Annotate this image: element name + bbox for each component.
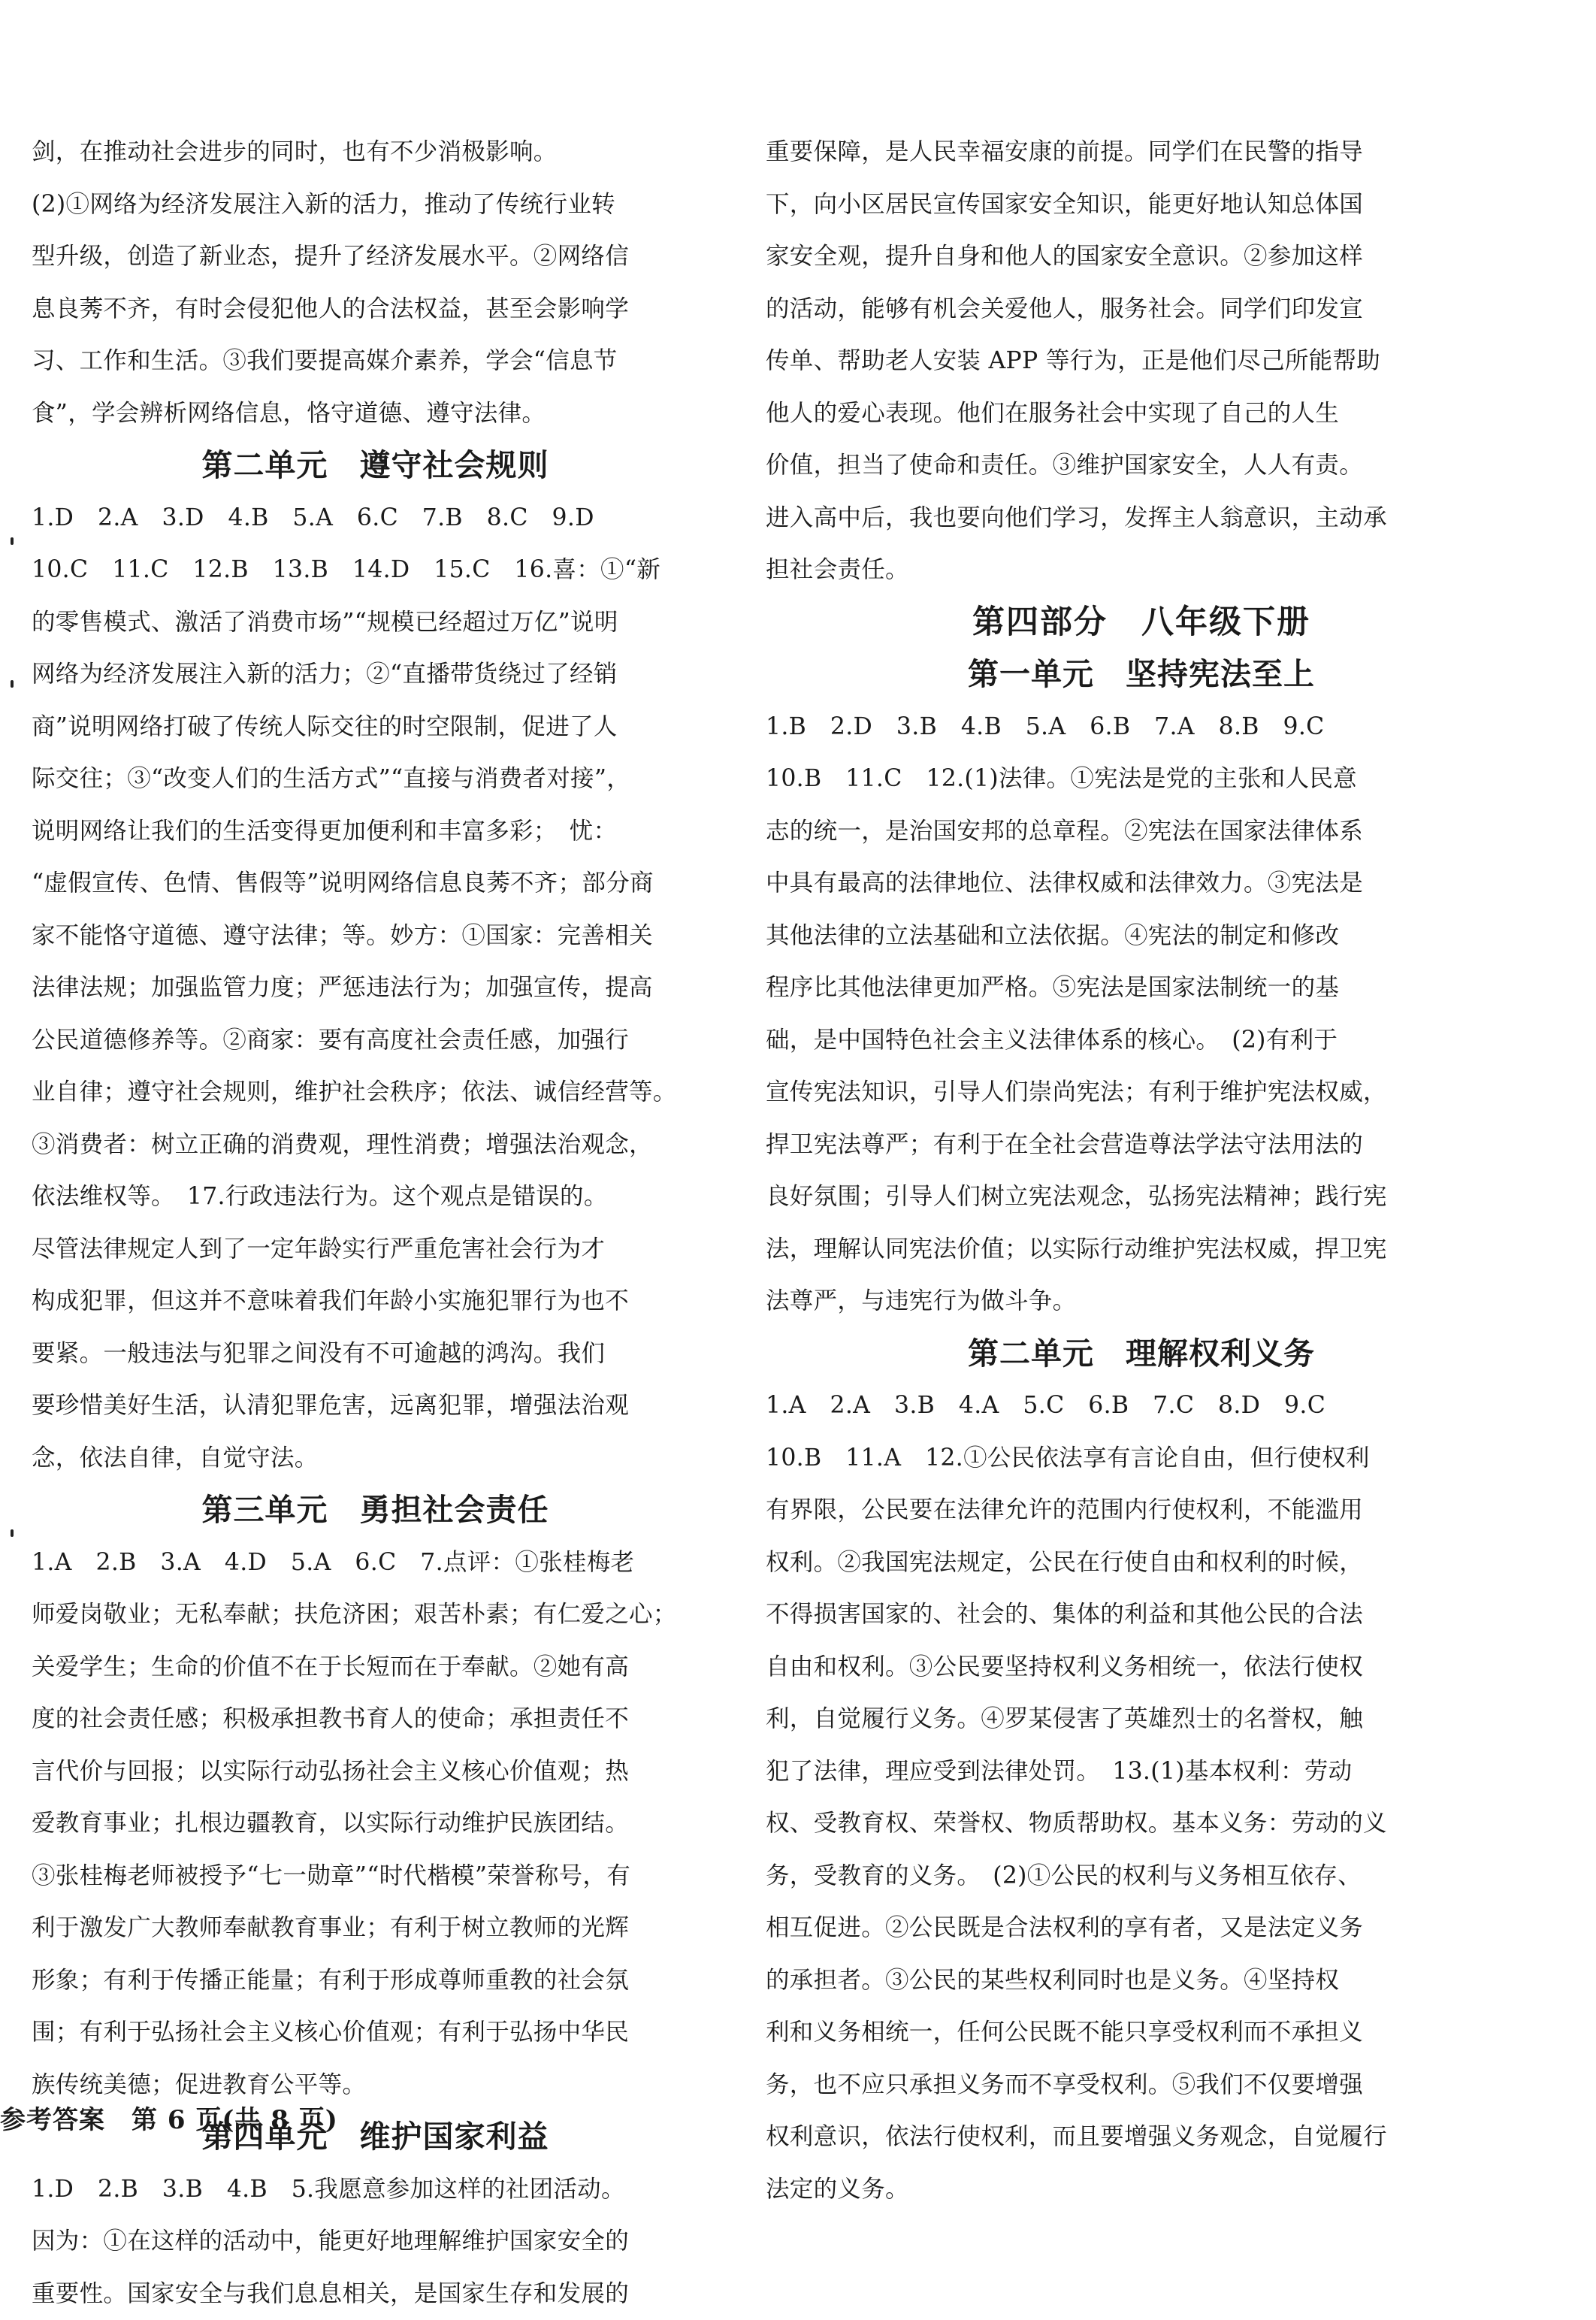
- text-line: 10.C 11.C 12.B 13.B 14.D 15.C 16.喜：①“新: [32, 544, 719, 597]
- text-line: 构成犯罪，但这并不意味着我们年龄小实施犯罪行为也不: [32, 1275, 719, 1328]
- right-column: [766, 126, 1517, 2216]
- text-line: 进入高中后，我也要向他们学习，发挥主人翁意识，主动承: [766, 492, 1517, 545]
- text-line: 依法维权等。 17.行政违法行为。这个观点是错误的。: [32, 1171, 719, 1224]
- text-line: “虚假宣传、色情、售假等”说明网络信息良莠不齐；部分商: [32, 858, 719, 910]
- text-line: 利于激发广大教师奉献教育事业；有利于树立教师的光辉: [32, 1902, 719, 1955]
- text-line: 因为：①在这样的活动中，能更好地理解维护国家安全的: [32, 2216, 719, 2268]
- text-line: 捍卫宪法尊严；有利于在全社会营造尊法学法守法用法的: [766, 1119, 1517, 1172]
- text-line: 法定的义务。: [766, 2164, 1517, 2216]
- text-line: 权利意识，依法行使权利，而且要增强义务观念，自觉履行: [766, 2111, 1517, 2164]
- text-line: 1.A 2.B 3.A 4.D 5.A 6.C 7.点评：①张桂梅老: [32, 1537, 719, 1590]
- text-line: 1.A 2.A 3.B 4.A 5.C 6.B 7.C 8.D 9.C: [766, 1380, 1517, 1432]
- text-line: 度的社会责任感；积极承担教书育人的使命；承担责任不: [32, 1693, 719, 1746]
- left-block-unit2: [32, 492, 719, 1485]
- section-heading-grade8-unit1: 第一单元 坚持宪法至上: [766, 649, 1517, 701]
- text-line: 念，依法自律，自觉守法。: [32, 1432, 719, 1485]
- section-heading-unit4: 第四单元 维护国家利益: [32, 2111, 719, 2164]
- text-line: 不得损害国家的、社会的、集体的利益和其他公民的合法: [766, 1589, 1517, 1641]
- text-line: 10.B 11.C 12.(1)法律。①宪法是党的主张和人民意: [766, 753, 1517, 806]
- text-line: 良好氛围；引导人们树立宪法观念，弘扬宪法精神；践行宪: [766, 1171, 1517, 1224]
- text-line: 中具有最高的法律地位、法律权威和法律效力。③宪法是: [766, 858, 1517, 910]
- text-line: 爱教育事业；扎根边疆教育，以实际行动维护民族团结。: [32, 1798, 719, 1850]
- text-line: 食”，学会辨析网络信息，恪守道德、遵守法律。: [32, 388, 719, 440]
- binding-mark: [11, 1529, 14, 1537]
- section-heading-unit2: 第二单元 遵守社会规则: [32, 440, 719, 492]
- text-line: 志的统一，是治国安邦的总章程。②宪法在国家法律体系: [766, 806, 1517, 858]
- text-line: 的活动，能够有机会关爱他人，服务社会。同学们印发宣: [766, 283, 1517, 336]
- text-line: 利，自觉履行义务。④罗某侵害了英雄烈士的名誉权，触: [766, 1693, 1517, 1746]
- left-column: [32, 126, 719, 2320]
- text-line: 务，也不应只承担义务而不享受权利。⑤我们不仅要增强: [766, 2059, 1517, 2112]
- text-line: 形象；有利于传播正能量；有利于形成尊师重教的社会氛: [32, 1955, 719, 2007]
- text-line: 价值，担当了使命和责任。③维护国家安全，人人有责。: [766, 440, 1517, 492]
- text-line: 公民道德修养等。②商家：要有高度社会责任感，加强行: [32, 1015, 719, 1067]
- text-line: 业自律；遵守社会规则，维护社会秩序；依法、诚信经营等。: [32, 1066, 719, 1119]
- text-line: 息良莠不齐，有时会侵犯他人的合法权益，甚至会影响学: [32, 283, 719, 336]
- text-line: (2)①网络为经济发展注入新的活力，推动了传统行业转: [32, 179, 719, 231]
- text-line: 1.D 2.A 3.D 4.B 5.A 6.C 7.B 8.C 9.D: [32, 492, 719, 545]
- text-line: 言代价与回报；以实际行动弘扬社会主义核心价值观；热: [32, 1746, 719, 1798]
- text-line: 师爱岗敬业；无私奉献；扶危济困；艰苦朴素；有仁爱之心；: [32, 1589, 719, 1641]
- text-line: 网络为经济发展注入新的活力；②“直播带货绕过了经销: [32, 649, 719, 701]
- text-line: 10.B 11.A 12.①公民依法享有言论自由，但行使权利: [766, 1432, 1517, 1485]
- text-line: 1.D 2.B 3.B 4.B 5.我愿意参加这样的社团活动。: [32, 2164, 719, 2216]
- left-block-intro: [32, 126, 719, 440]
- text-line: 利和义务相统一，任何公民既不能只享受权利而不承担义: [766, 2007, 1517, 2059]
- text-line: 法律法规；加强监管力度；严惩违法行为；加强宣传，提高: [32, 962, 719, 1015]
- text-line: 法尊严，与违宪行为做斗争。: [766, 1275, 1517, 1328]
- text-line: 1.B 2.D 3.B 4.B 5.A 6.B 7.A 8.B 9.C: [766, 701, 1517, 754]
- page-footer: 参考答案 第 6 页(共 8 页): [0, 2099, 338, 2136]
- text-line: 要珍惜美好生活，认清犯罪危害，远离犯罪，增强法治观: [32, 1380, 719, 1432]
- text-line: 围；有利于弘扬社会主义核心价值观；有利于弘扬中华民: [32, 2007, 719, 2059]
- text-line: 习、工作和生活。③我们要提高媒介素养，学会“信息节: [32, 335, 719, 388]
- left-block-unit3: [32, 1537, 719, 2112]
- text-line: 他人的爱心表现。他们在服务社会中实现了自己的人生: [766, 388, 1517, 440]
- text-line: 重要保障，是人民幸福安康的前提。同学们在民警的指导: [766, 126, 1517, 179]
- text-line: 家安全观，提升自身和他人的国家安全意识。②参加这样: [766, 231, 1517, 283]
- text-line: 的零售模式、激活了消费市场”“规模已经超过万亿”说明: [32, 597, 719, 649]
- text-line: 有界限，公民要在法律允许的范围内行使权利，不能滥用: [766, 1484, 1517, 1537]
- text-line: 担社会责任。: [766, 544, 1517, 597]
- text-line: 权利。②我国宪法规定，公民在行使自由和权利的时候，: [766, 1537, 1517, 1590]
- right-block-unit1: [766, 701, 1517, 1328]
- text-line: ③张桂梅老师被授予“七一勋章”“时代楷模”荣誉称号，有: [32, 1850, 719, 1903]
- text-line: 务，受教育的义务。 (2)①公民的权利与义务相互依存、: [766, 1850, 1517, 1903]
- section-heading-unit3: 第三单元 勇担社会责任: [32, 1484, 719, 1537]
- text-line: 族传统美德；促进教育公平等。: [32, 2059, 719, 2112]
- right-block-intro: [766, 126, 1517, 597]
- text-line: 法，理解认同宪法价值；以实际行动维护宪法权威，捍卫宪: [766, 1224, 1517, 1276]
- text-line: 其他法律的立法基础和立法依据。④宪法的制定和修改: [766, 910, 1517, 963]
- text-line: 程序比其他法律更加严格。⑤宪法是国家法制统一的基: [766, 962, 1517, 1015]
- text-line: 础，是中国特色社会主义法律体系的核心。 (2)有利于: [766, 1015, 1517, 1067]
- text-line: 宣传宪法知识，引导人们崇尚宪法；有利于维护宪法权威，: [766, 1066, 1517, 1119]
- right-block-unit2: [766, 1380, 1517, 2216]
- text-line: 尽管法律规定人到了一定年龄实行严重危害社会行为才: [32, 1224, 719, 1276]
- text-line: 的承担者。③公民的某些权利同时也是义务。④坚持权: [766, 1955, 1517, 2007]
- binding-mark: [11, 680, 14, 688]
- text-line: 相互促进。②公民既是合法权利的享有者，又是法定义务: [766, 1902, 1517, 1955]
- text-line: 际交往；③“改变人们的生活方式”“直接与消费者对接”，: [32, 753, 719, 806]
- text-line: 关爱学生；生命的价值不在于长短而在于奉献。②她有高: [32, 1641, 719, 1694]
- binding-mark: [11, 537, 14, 545]
- text-line: 说明网络让我们的生活变得更加便利和丰富多彩； 忧：: [32, 806, 719, 858]
- section-heading-grade8-unit2: 第二单元 理解权利义务: [766, 1328, 1517, 1381]
- text-line: 下，向小区居民宣传国家安全知识，能更好地认知总体国: [766, 179, 1517, 231]
- text-line: 商”说明网络打破了传统人际交往的时空限制，促进了人: [32, 701, 719, 754]
- text-line: 犯了法律，理应受到法律处罚。 13.(1)基本权利：劳动: [766, 1746, 1517, 1798]
- left-block-unit4: [32, 2164, 719, 2320]
- text-line: 家不能恪守道德、遵守法律；等。妙方：①国家：完善相关: [32, 910, 719, 963]
- text-line: 型升级，创造了新业态，提升了经济发展水平。②网络信: [32, 231, 719, 283]
- text-line: ③消费者：树立正确的消费观，理性消费；增强法治观念，: [32, 1119, 719, 1172]
- part-heading: 第四部分 八年级下册: [766, 597, 1517, 649]
- text-line: 重要性。国家安全与我们息息相关，是国家生存和发展的: [32, 2268, 719, 2320]
- text-line: 剑，在推动社会进步的同时，也有不少消极影响。: [32, 126, 719, 179]
- text-line: 传单、帮助老人安装 APP 等行为，正是他们尽己所能帮助: [766, 335, 1517, 388]
- text-line: 要紧。一般违法与犯罪之间没有不可逾越的鸿沟。我们: [32, 1328, 719, 1381]
- text-line: 自由和权利。③公民要坚持权利义务相统一，依法行使权: [766, 1641, 1517, 1694]
- text-line: 权、受教育权、荣誉权、物质帮助权。基本义务：劳动的义: [766, 1798, 1517, 1850]
